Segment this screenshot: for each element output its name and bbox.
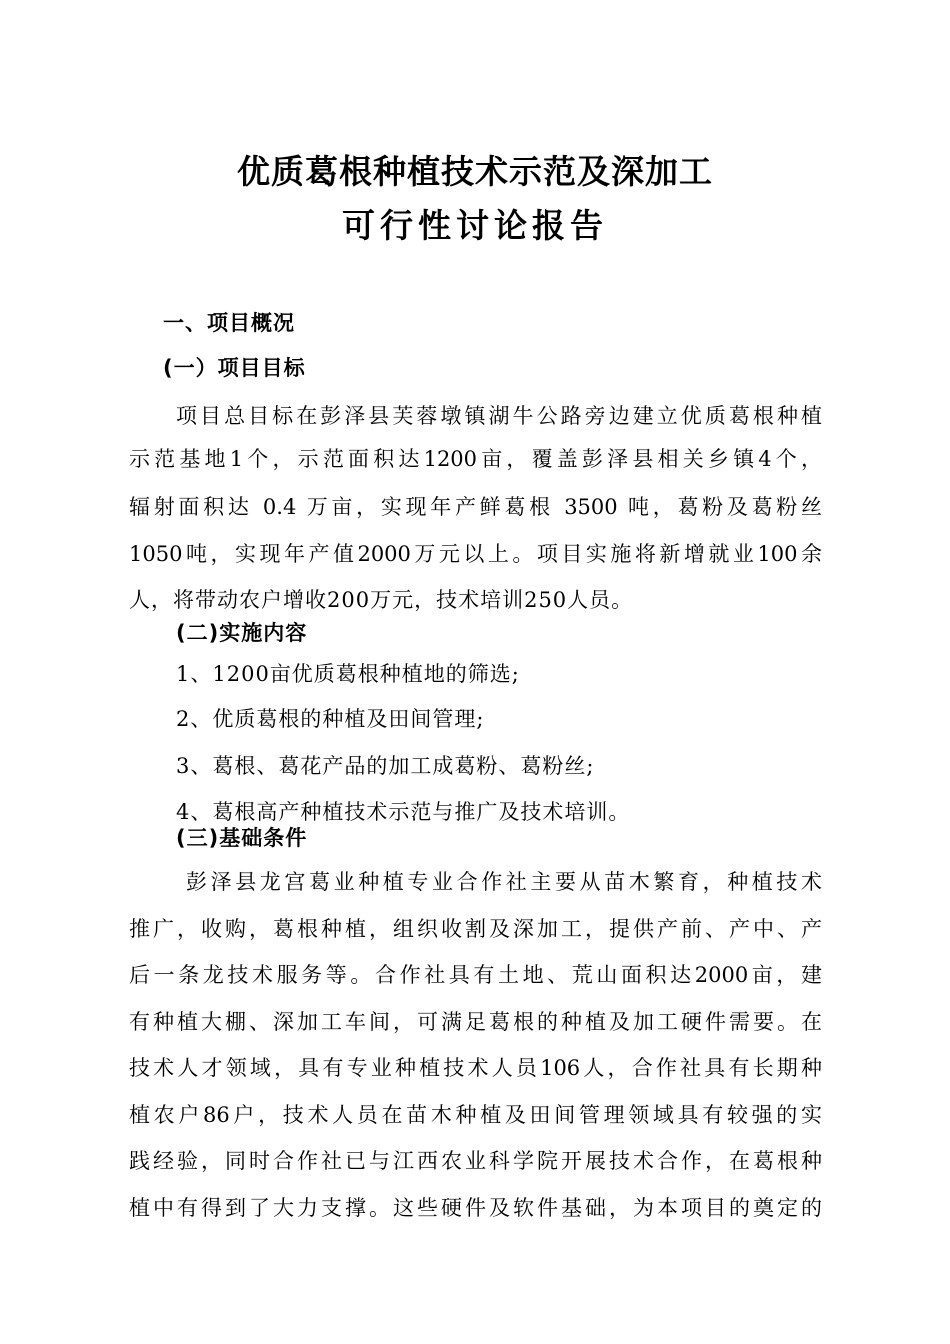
foundation-paragraph-line: 后一条龙技术服务等。合作社具有土地、荒山面积达2000亩，建	[129, 963, 822, 987]
goals-paragraph-line: 项目总目标在彭泽县芙蓉墩镇湖牛公路旁边建立优质葛根种植	[176, 404, 822, 428]
foundation-paragraph-line: 推广，收购，葛根种植，组织收割及深加工，提供产前、产中、产	[129, 917, 822, 941]
goals-paragraph-line: 1050吨，实现年产值2000万元以上。项目实施将新增就业100余	[129, 542, 822, 566]
implementation-list-item: 1、1200亩优质葛根种植地的筛选;	[176, 662, 520, 686]
implementation-list-item: 4、葛根高产种植技术示范与推广及技术培训。	[176, 800, 631, 824]
subsection-heading-implementation: (二)实施内容	[176, 621, 308, 645]
implementation-list-item: 2、优质葛根的种植及田间管理;	[176, 707, 485, 731]
foundation-paragraph-line: 植农户86户，技术人员在苗木种植及田间管理领域具有较强的实	[129, 1103, 822, 1127]
goals-paragraph-line: 辐射面积达 0.4 万亩，实现年产鲜葛根 3500 吨，葛粉及葛粉丝	[129, 495, 822, 519]
foundation-paragraph-line: 践经验，同时合作社已与江西农业科学院开展技术合作，在葛根种	[129, 1149, 822, 1173]
foundation-paragraph-line: 植中有得到了大力支撑。这些硬件及软件基础，为本项目的奠定的	[129, 1196, 822, 1220]
subsection-heading-goals: (一）项目目标	[163, 356, 306, 380]
implementation-list-item: 3、葛根、葛花产品的加工成葛粉、葛粉丝;	[176, 754, 595, 778]
goals-paragraph-line: 示范基地1个，示范面积达1200亩，覆盖彭泽县相关乡镇4个，	[129, 447, 822, 471]
foundation-paragraph-line: 彭泽县龙宫葛业种植专业合作社主要从苗木繁育，种植技术	[186, 870, 822, 894]
foundation-paragraph-line: 技术人才领域，具有专业种植技术人员106人，合作社具有长期种	[129, 1056, 822, 1080]
foundation-paragraph-line: 有种植大棚、深加工车间，可满足葛根的种植及加工硬件需要。在	[129, 1010, 822, 1034]
subsection-heading-foundation: (三)基础条件	[176, 826, 308, 850]
section-heading-overview: 一、项目概况	[163, 311, 295, 335]
goals-paragraph-line: 人，将带动农户增收200万元，技术培训250人员。	[129, 588, 634, 612]
document-title-line-2: 可行性讨论报告	[342, 206, 608, 245]
document-title-line-1: 优质葛根种植技术示范及深加工	[237, 152, 713, 191]
